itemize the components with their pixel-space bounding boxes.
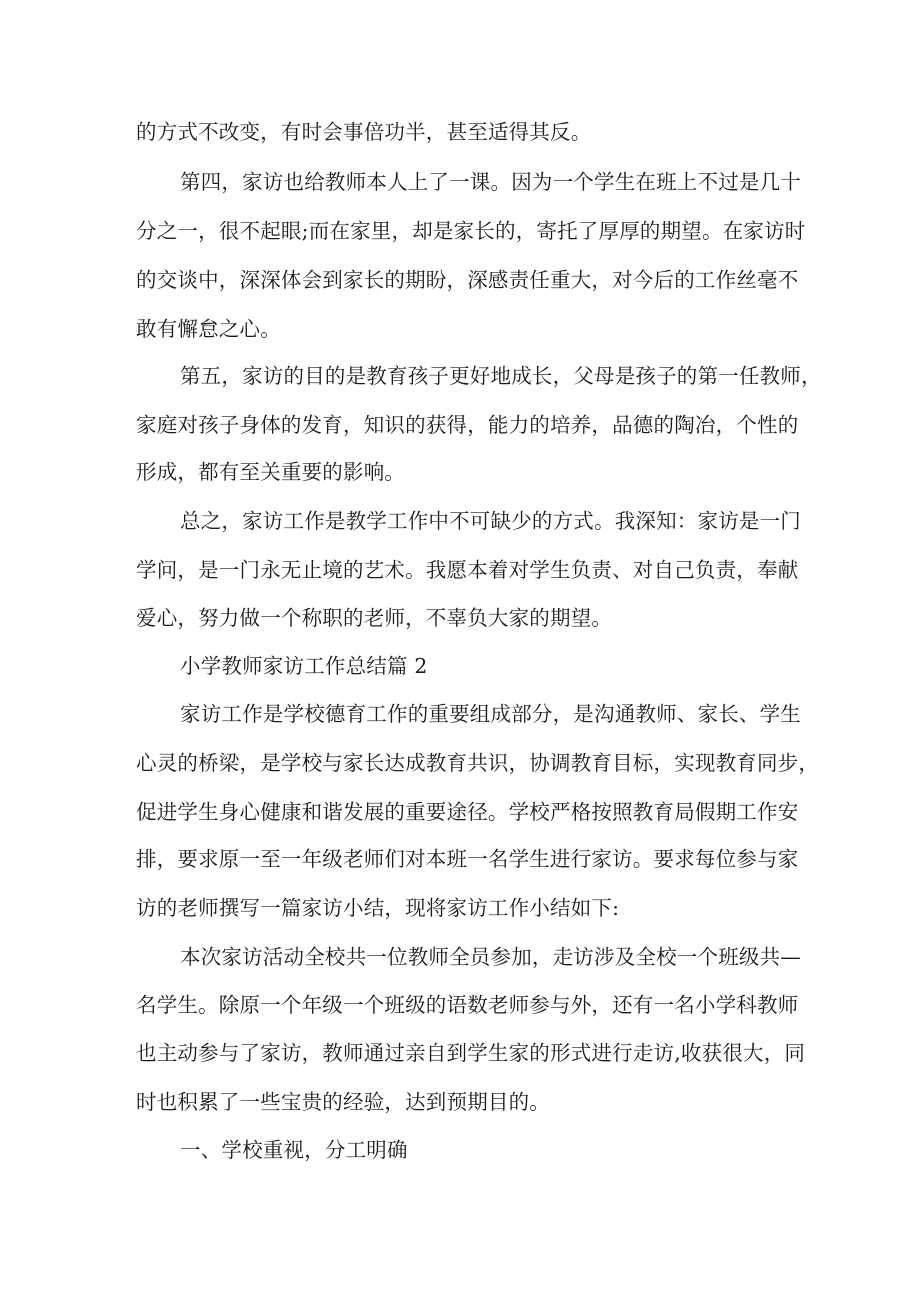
text-line-8: 形成，都有至关重要的影响。 <box>136 460 406 484</box>
text-line-4: 的交谈中，深深体会到家长的期盼，深感责任重大，对今后的工作丝毫不 <box>136 268 799 292</box>
text-line-6: 第五，家访的目的是教育孩子更好地成长，父母是孩子的第一任教师， <box>180 364 822 388</box>
text-line-11: 爱心，努力做一个称职的老师，不辜负大家的期望。 <box>136 606 613 630</box>
text-line-9: 总之，家访工作是教学工作中不可缺少的方式。我深知：家访是一门 <box>180 509 801 533</box>
text-line-1: 的方式不改变，有时会事倍功半，甚至适得其反。 <box>136 120 592 144</box>
text-line-20: 也主动参与了家访，教师通过亲自到学生家的形式进行走访,收获很大，同 <box>136 1041 806 1065</box>
text-line-19: 名学生。除原一个年级一个班级的语数老师参与外，还有一名小学科教师 <box>136 993 799 1017</box>
text-line-13: 家访工作是学校德育工作的重要组成部分，是沟通教师、家长、学生 <box>180 702 801 726</box>
text-line-14: 心灵的桥梁，是学校与家长达成教育共识，协调教育目标，实现教育同步， <box>136 751 820 775</box>
text-line-18: 本次家访活动全校共一位教师全员参加，走访涉及全校一个班级共— <box>180 945 801 969</box>
text-line-16: 排，要求原一至一年级老师们对本班一名学生进行家访。要求每位参与家 <box>136 847 799 871</box>
text-line-21: 时也积累了一些宝贵的经验，达到预期目的。 <box>136 1090 550 1114</box>
text-line-2: 第四，家访也给教师本人上了一课。因为一个学生在班上不过是几十 <box>180 170 801 194</box>
section-heading-2: 小学教师家访工作总结篇 2 <box>180 654 428 678</box>
subsection-heading-1: 一、学校重视，分工明确 <box>180 1138 408 1162</box>
text-line-3: 分之一，很不起眼;而在家里，却是家长的，寄托了厚厚的期望。在家访时 <box>136 219 806 243</box>
text-line-7: 家庭对孩子身体的发育，知识的获得，能力的培养，品德的陶冶，个性的 <box>136 413 799 437</box>
text-line-15: 促进学生身心健康和谐发展的重要途径。学校严格按照教育局假期工作安 <box>136 800 799 824</box>
text-line-5: 敢有懈怠之心。 <box>136 317 281 341</box>
text-line-17: 访的老师撰写一篇家访小结，现将家访工作小结如下: <box>136 896 620 920</box>
text-line-10: 学问，是一门永无止境的艺术。我愿本着对学生负责、对自己负责，奉献 <box>136 558 799 582</box>
